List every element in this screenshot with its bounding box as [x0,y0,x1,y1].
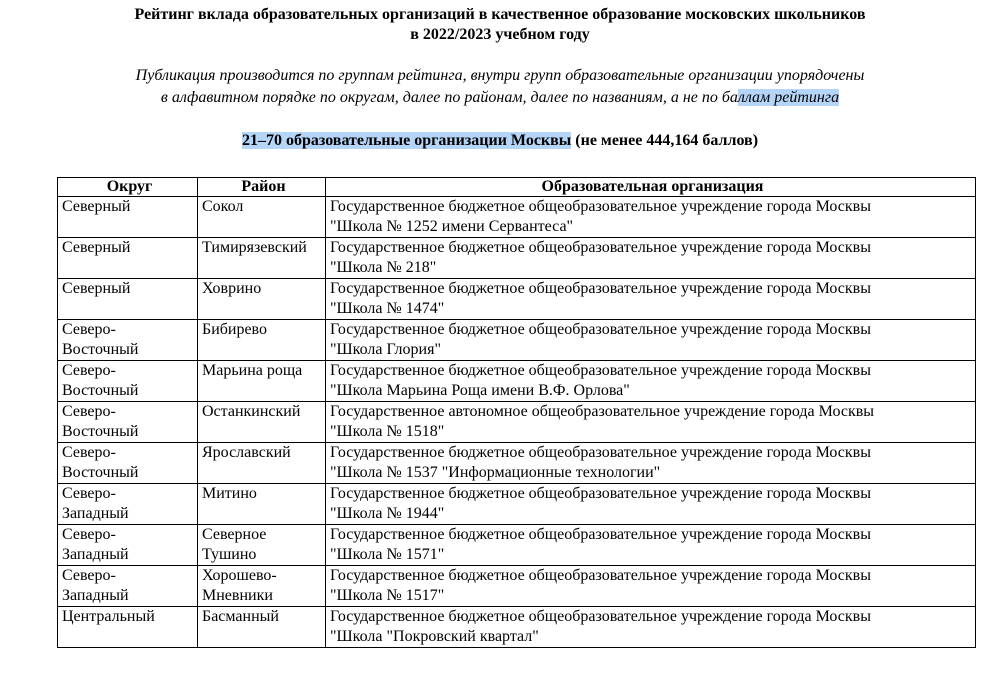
okrug-cell [58,443,198,484]
group-min-score: (не менее 444,164 баллов) [575,132,759,149]
publication-note-line-2 [0,87,1000,109]
okrug-cell [58,197,198,238]
group-range: 21–70 [241,132,282,149]
table-row [58,484,976,525]
okrug-cell [58,402,198,443]
organizations-table [57,177,976,648]
organization-cell-line: "Школа № 218" [330,259,437,276]
okrug-cell-line: Северный [62,280,131,297]
rayon-cell-line: Бибирево [202,321,267,338]
rayon-cell-line: Останкинский [202,403,301,420]
okrug-cell-line: Восточный [62,423,139,440]
table-row [58,279,976,320]
organization-cell-line: "Школа № 1944" [330,505,445,522]
table-body [58,197,976,648]
table-row [58,238,976,279]
document-title-line-2: в 2022/2023 учебном году [410,26,590,43]
okrug-cell-line: Северо- [62,362,116,379]
organization-cell-line: Государственное бюджетное общеобразовательное учреждение города Москвы [330,526,871,543]
organization-cell [326,279,976,320]
okrug-cell-line: Северо- [62,321,116,338]
selected-text-highlight: ллам рейтинга [737,89,840,106]
rayon-cell [198,525,326,566]
organization-cell-line: Государственное бюджетное общеобразовательное учреждение города Москвы [330,567,871,584]
organization-cell-line: "Школа № 1252 имени Сервантеса" [330,218,574,235]
rayon-cell-line: Тимирязевский [202,239,307,256]
rayon-cell-line: Тушино [202,546,257,563]
organization-cell [326,443,976,484]
table-header-row [58,178,976,197]
rayon-cell-line: Басманный [202,608,279,625]
organization-cell-line: "Школа "Покровский квартал" [330,628,539,645]
okrug-cell-line: Северо- [62,444,116,461]
organization-cell [326,566,976,607]
organization-cell-line: Государственное бюджетное общеобразовательное учреждение города Москвы [330,280,871,297]
rayon-cell-line: Марьина роща [202,362,303,379]
document-title-line-1: Рейтинг вклада образовательных организаций в качественное образование московских школьников [134,6,866,23]
rayon-cell [198,484,326,525]
okrug-cell [58,566,198,607]
rayon-cell-line: Сокол [202,198,244,215]
rayon-cell [198,402,326,443]
okrug-cell [58,484,198,525]
rayon-cell-line: Митино [202,485,257,502]
okrug-cell [58,279,198,320]
organization-cell-line: "Школа № 1518" [330,423,445,440]
organization-cell [326,402,976,443]
okrug-cell-line: Северо- [62,526,116,543]
okrug-cell-line: Восточный [62,341,139,358]
rayon-cell [198,361,326,402]
organization-cell-line: "Школа № 1474" [330,300,445,317]
rayon-cell [198,279,326,320]
okrug-cell-line: Северо- [62,567,116,584]
okrug-cell-line: Восточный [62,464,139,481]
table-row [58,525,976,566]
okrug-cell-line: Восточный [62,382,139,399]
table-row [58,443,976,484]
table-row [58,402,976,443]
column-header-okrug: Округ [58,178,198,197]
table-row [58,361,976,402]
table-row [58,566,976,607]
organization-cell-line: Государственное бюджетное общеобразовательное учреждение города Москвы [330,485,871,502]
organization-cell-line: "Школа Глория" [330,341,441,358]
organization-cell-line: "Школа № 1537 "Информационные технологии" [330,464,661,481]
organization-cell [326,607,976,648]
organization-cell-line: "Школа Марьина Роща имени В.Ф. Орлова" [330,382,630,399]
okrug-cell [58,361,198,402]
organization-cell [326,238,976,279]
group-organizations-label: образовательные организации Москвы [282,132,571,149]
rayon-cell [198,566,326,607]
organization-cell-line: "Школа № 1517" [330,587,445,604]
rayon-cell-line: Ярославский [202,444,291,461]
publication-note-line-1: Публикация производится по группам рейтинга, внутри групп образовательные организации упорядочены [135,67,865,84]
rayon-cell [198,607,326,648]
rayon-cell [198,443,326,484]
organization-cell-line: "Школа № 1571" [330,546,445,563]
rating-group-heading [0,131,1000,151]
organization-cell-line: Государственное бюджетное общеобразовательное учреждение города Москвы [330,239,871,256]
okrug-cell-line: Северный [62,239,131,256]
okrug-cell-line: Западный [62,587,129,604]
okrug-cell-line: Северный [62,198,131,215]
rayon-cell-line: Мневники [202,587,273,604]
table-row [58,197,976,238]
organization-cell [326,320,976,361]
okrug-cell-line: Центральный [62,608,155,625]
okrug-cell [58,320,198,361]
rayon-cell [198,238,326,279]
organization-cell-line: Государственное бюджетное общеобразовательное учреждение города Москвы [330,198,871,215]
okrug-cell-line: Западный [62,505,129,522]
organization-cell-line: Государственное автономное общеобразовательное учреждение города Москвы [330,403,875,420]
publication-note-text: в алфавитном порядке по округам, далее по районам, далее по названиям, а не по ба [160,89,738,106]
okrug-cell-line: Северо- [62,485,116,502]
organization-cell [326,484,976,525]
organization-cell [326,197,976,238]
okrug-cell [58,525,198,566]
okrug-cell-line: Западный [62,546,129,563]
organization-cell-line: Государственное бюджетное общеобразовательное учреждение города Москвы [330,608,871,625]
column-header-organization: Образовательная организация [326,178,976,197]
rayon-cell [198,197,326,238]
rayon-cell-line: Северное [202,526,267,543]
rayon-cell-line: Ховрино [202,280,262,297]
rayon-cell [198,320,326,361]
organization-cell-line: Государственное бюджетное общеобразовательное учреждение города Москвы [330,362,871,379]
column-header-rayon: Район [198,178,326,197]
okrug-cell-line: Северо- [62,403,116,420]
table-row [58,607,976,648]
organization-cell [326,525,976,566]
rayon-cell-line: Хорошево- [202,567,277,584]
organization-cell-line: Государственное бюджетное общеобразовательное учреждение города Москвы [330,321,871,338]
okrug-cell [58,607,198,648]
organization-cell-line: Государственное бюджетное общеобразовательное учреждение города Москвы [330,444,871,461]
okrug-cell [58,238,198,279]
organization-cell [326,361,976,402]
table-row [58,320,976,361]
